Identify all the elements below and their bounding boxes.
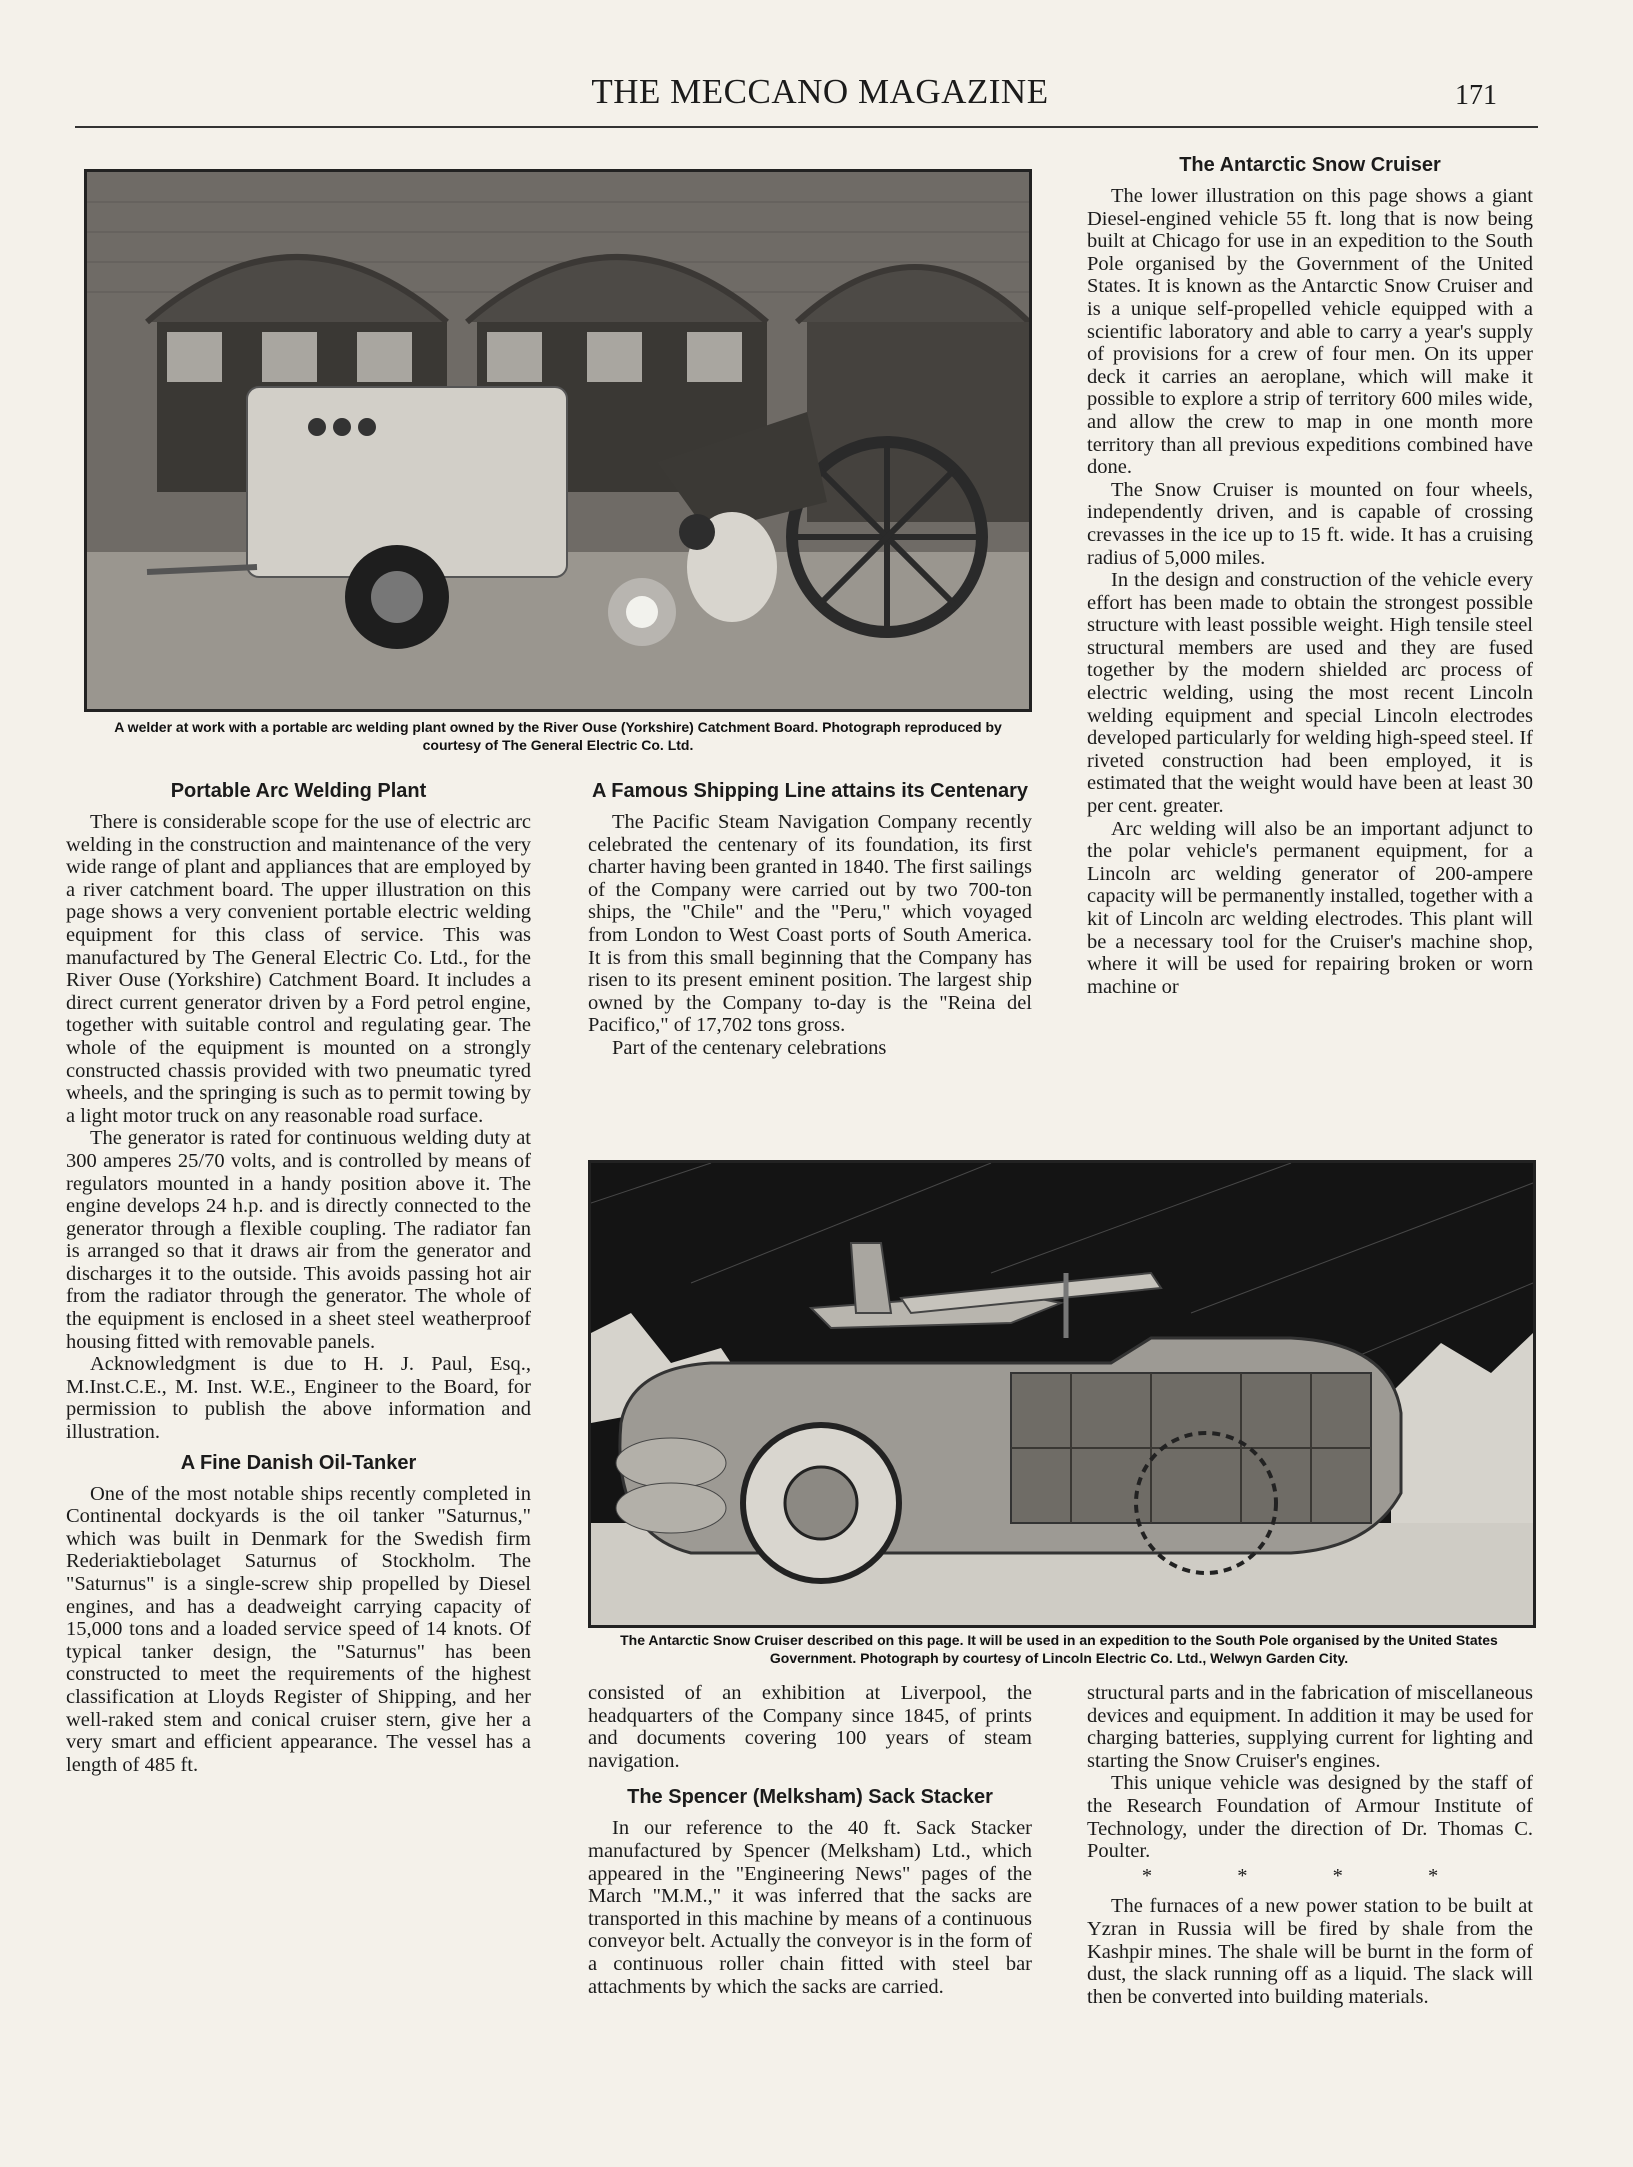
sack-stacker-p1: In our reference to the 40 ft. Sack Stacker manufactured by Spencer (Melksham) Ltd., which appeared in the "Engineering News" pages of the March "M.M.," it was inferred that the sacks are transported in this machine by means of a continuous conveyor belt. Actually the conveyor is in the form of a continuous roller chain fitted with steel bar attachments by which the sacks are carried. (588, 1817, 1032, 1998)
arc-welding-p3: Acknowledgment is due to H. J. Paul, Esq., M.Inst.C.E., M. Inst. W.E., Engineer to the Board, for permission to publish the above information and illustration. (66, 1353, 531, 1444)
snow-cruiser-illustration (591, 1163, 1533, 1625)
power-station-p1: The furnaces of a new power station to be built at Yzran in Russia will be fired by shale from the Kashpir mines. The shale will be burnt in the form of dust, the slack running off as a liquid. The slack will then be converted into building materials. (1087, 1895, 1533, 2008)
snow-cruiser-p2: The Snow Cruiser is mounted on four wheels, independently driven, and is capable of crossing crevasses in the ice up to 15 ft. wide. It has a cruising radius of 5,000 miles. (1087, 478, 1533, 569)
snow-cruiser-p3: In the design and construction of the vehicle every effort has been made to obtain the strongest possible structure with least possible weight. High tensile steel structural members are used and they are fused together by the modern shielded arc process of electric welding, using the most recent Lincoln welding equipment and special Lincoln electrodes developed particularly for welding high-speed steel. If riveted construction had been employed, it is estimated that the weight would have been at least 30 per cent. greater. (1087, 569, 1533, 818)
shipping-line-article (588, 780, 1032, 1060)
shipping-line-p2: Part of the centenary celebrations (612, 1036, 887, 1059)
shipping-line-p1: The Pacific Steam Navigation Company recently celebrated the centenary of its foundation, its first charter having been granted in 1840. The first sailings of the Company were carried out by two 700-ton ships, the "Chile" and the "Peru," which voyaged from London to West Coast ports of South America. It is from this small beginning that the Company has risen to its present eminent position. The largest ship owned by the Company to-day is the "Reina del Pacifico," of 17,702 tons gross. (588, 811, 1032, 1037)
middle-column-bottom (588, 1682, 1032, 1998)
snow-cruiser-article (1087, 154, 1533, 998)
snow-cruiser-p5: structural parts and in the fabrication of miscellaneous devices and equipment. In addition it may be used for charging batteries, supplying current for lighting and starting the Snow Cruiser's engines. (1087, 1682, 1533, 1772)
section-separator: * * * * (1141, 1864, 1479, 1887)
welder-photo (84, 169, 1032, 712)
snow-cruiser-p4: Arc welding will also be an important adjunct to the polar vehicle's permanent equipment, for a Lincoln arc welding generator of 200-ampere capacity will be permanently installed, together with a kit of Lincoln arc welding electrodes. This plant will be a necessary tool for the Cruiser's machine shop, where it will be used for repairing broken or worn machine or (1087, 817, 1533, 998)
snow-cruiser-p6: This unique vehicle was designed by the staff of the Research Foundation of Armour Institute of Technology, under the direction of Dr. Thomas C. Poulter. (1087, 1772, 1533, 1863)
left-column (66, 780, 531, 1776)
magazine-title: THE MECCANO MAGAZINE (591, 72, 1049, 111)
header-rule (75, 126, 1538, 128)
sack-stacker-heading: The Spencer (Melksham) Sack Stacker (627, 1786, 993, 1809)
shipping-line-p3: consisted of an exhibition at Liverpool, the headquarters of the Company since 1845, of prints and documents covering 100 years of steam navigation. (588, 1682, 1032, 1772)
oil-tanker-p1: One of the most notable ships recently completed in Continental dockyards is the oil tanker "Saturnus," which was built in Denmark for the Swedish firm Rederiaktiebolaget Saturnus of Stockholm. The "Saturnus" is a single-screw ship propelled by Diesel engines, and has a deadweight carrying capacity of 15,000 tons and a loaded service speed of 14 knots. Of typical tanker design, the "Saturnus" has been constructed to meet the requirements of the highest classification at Lloyds Register of Shipping, and her well-raked stem and conical cruiser stern, give her a very smart and efficient appearance. The vessel has a length of 485 ft. (66, 1482, 531, 1776)
welder-photo-illustration (87, 172, 1029, 709)
arc-welding-p2: The generator is rated for continuous welding duty at 300 amperes 25/70 volts, and is controlled by means of regulators mounted in a handy position above it. The engine develops 24 h.p. and is directly connected to the generator through a flexible coupling. The radiator fan is arranged so that it draws air from the generator and discharges it to the outside. This avoids passing hot air from the radiator through the generator. The whole of the equipment is enclosed in a sheet steel weatherproof housing fitted with removable panels. (66, 1127, 531, 1353)
snow-cruiser-photo (588, 1160, 1536, 1628)
right-column-bottom (1087, 1682, 1533, 2008)
snow-cruiser-photo-caption: The Antarctic Snow Cruiser described on this page. It will be used in an expedition to the South Pole organised by the United States Government. Photograph by courtesy of Lincoln Electric Co. Ltd., Welwyn Garden City. (620, 1632, 1498, 1666)
welder-photo-caption: A welder at work with a portable arc welding plant owned by the River Ouse (Yorkshire) Catchment Board. Photograph reproduced by courtesy of The General Electric Co. Ltd. (114, 719, 1002, 753)
snow-cruiser-heading: The Antarctic Snow Cruiser (1179, 154, 1441, 176)
arc-welding-p1: There is considerable scope for the use of electric arc welding in the construction and maintenance of the very wide range of plant and appliances that are employed by a river catchment board. The upper illustration on this page shows a very convenient portable electric welding equipment for this class of service. This was manufactured by The General Electric Co. Ltd., for the River Ouse (Yorkshire) Catchment Board. It includes a direct current generator driven by a Ford petrol engine, together with suitable control and regulating gear. The whole of the equipment is mounted on a strongly constructed chassis provided with two pneumatic tyred wheels, and the springing is such as to permit towing by a light motor truck on any reasonable road surface. (66, 811, 531, 1127)
shipping-line-heading: A Famous Shipping Line attains its Centenary (592, 780, 1028, 802)
oil-tanker-heading: A Fine Danish Oil-Tanker (180, 1451, 417, 1474)
snow-cruiser-p1: The lower illustration on this page shows a giant Diesel-engined vehicle 55 ft. long that is now being built at Chicago for use in an expedition to the South Pole organised by the Government of the United States. It is known as the Antarctic Snow Cruiser and is a unique self-propelled vehicle equipped with a scientific laboratory and able to carry a year's supply of provisions for a crew of four men. On its upper deck it carries an aeroplane, which will make it possible to explore a strip of territory 600 miles wide, and allow the crew to map in one month more territory than all previous expeditions combined have done. (1087, 185, 1533, 479)
page-number: 171 (1455, 80, 1497, 111)
arc-welding-heading: Portable Arc Welding Plant (170, 780, 427, 802)
